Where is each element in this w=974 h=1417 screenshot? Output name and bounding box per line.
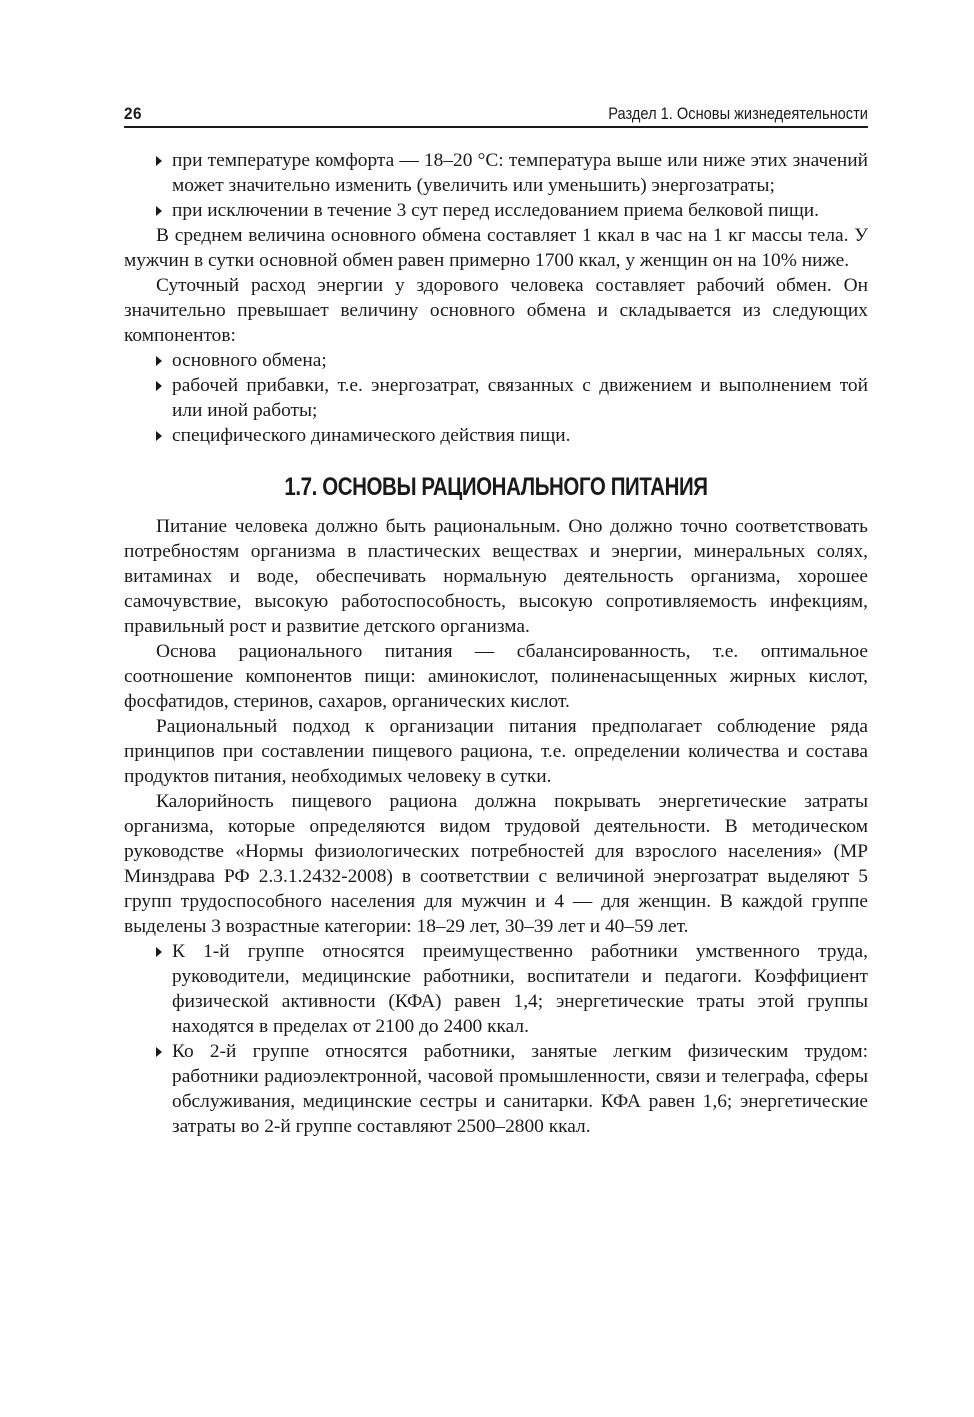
conditions-list	[124, 148, 868, 223]
groups-list	[124, 939, 868, 1139]
triangle-bullet-icon	[156, 206, 162, 216]
page-number: 26	[124, 104, 142, 123]
page-body	[124, 148, 868, 1139]
running-header	[124, 100, 868, 128]
paragraph: Суточный расход энергии у здорового человека составляет рабочий обмен. Он значительно превышает величину основного обмена и складывается из следующих компонентов:	[124, 275, 868, 346]
list-item: К 1-й группе относятся преимущественно работники умственного труда, руководители, медицинские работники, воспитатели и педагоги. Коэффициент физической активности (КФА) равен 1,4; энергетические траты этой группы находятся в пределах от 2100 до 2400 ккал.	[172, 939, 868, 1039]
list-item: при температуре комфорта — 18–20 °С: температура выше или ниже этих значений может значительно изменить (увеличить или уменьшить) энергозатраты;	[172, 148, 868, 198]
triangle-bullet-icon	[156, 381, 162, 391]
list-item: рабочей прибавки, т.е. энергозатрат, связанных с движением и выполнением той или иной работы;	[172, 373, 868, 423]
paragraph: В среднем величина основного обмена составляет 1 ккал в час на 1 кг массы тела. У мужчин в сутки основной обмен равен примерно 1700 ккал, у женщин он на 10% ниже.	[124, 225, 868, 271]
triangle-bullet-icon	[156, 947, 162, 957]
paragraph: Основа рационального питания — сбалансированность, т.е. оптимальное соотношение компонентов пищи: аминокислот, полиненасыщенных жирных кислот, фосфатидов, стеринов, сахаров, органических кислот.	[124, 641, 868, 712]
triangle-bullet-icon	[156, 1047, 162, 1057]
list-item: Ко 2-й группе относятся работники, занятые легким физическим трудом: работники радиоэлектронной, часовой промышленности, связи и телеграфа, сферы обслуживания, медицинские сестры и санитарки. КФА равен 1,6; энергетические затраты во 2-й группе составляют 2500–2800 ккал.	[172, 1039, 868, 1139]
list-item: при исключении в течение 3 сут перед исследованием приема белковой пищи.	[172, 198, 868, 223]
triangle-bullet-icon	[156, 356, 162, 366]
triangle-bullet-icon	[156, 431, 162, 441]
paragraph: Питание человека должно быть рациональным. Оно должно точно соответствовать потребностям организма в пластических веществах и энергии, минеральных солях, витаминах и воде, обеспечивать нормальную деятельность организма, хорошее самочувствие, высокую работоспособность, высокую сопротивляемость инфекциям, правильный рост и развитие детского организма.	[124, 516, 868, 637]
section-heading: 1.7. ОСНОВЫ РАЦИОНАЛЬНОГО ПИТАНИЯ	[284, 473, 708, 501]
triangle-bullet-icon	[156, 156, 162, 166]
components-list	[124, 348, 868, 448]
paragraph: Рациональный подход к организации питания предполагает соблюдение ряда принципов при составлении пищевого рациона, т.е. определении количества и состава продуктов питания, необходимых человеку в сутки.	[124, 716, 868, 787]
paragraph: Калорийность пищевого рациона должна покрывать энергетические затраты организма, которые определяются видом трудовой деятельности. В методическом руководстве «Нормы физиологических потребностей для взрослого населения» (МР Минздрава РФ 2.3.1.2432-2008) в соответствии с величиной энергозатрат выделяют 5 групп трудоспособного населения для мужчин и 4 — для женщин. В каждой группе выделены 3 возрастные категории: 18–29 лет, 30–39 лет и 40–59 лет.	[124, 791, 868, 937]
book-page	[124, 100, 868, 1139]
list-item: специфического динамического действия пищи.	[172, 423, 868, 448]
list-item: основного обмена;	[172, 348, 868, 373]
section-title: Раздел 1. Основы жизнедеятельности	[608, 104, 868, 123]
